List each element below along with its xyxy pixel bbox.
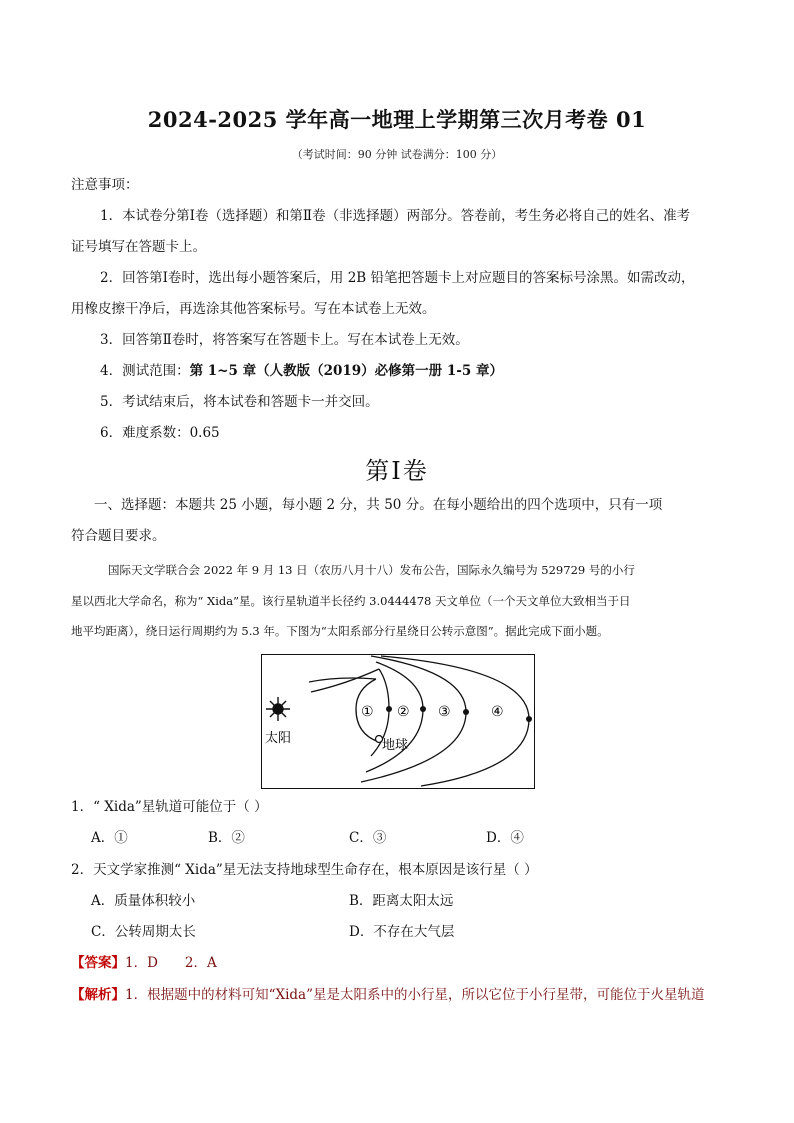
- planet-1: [386, 706, 392, 712]
- question-2-option-b[interactable]: B．距离太阳太远: [349, 893, 454, 909]
- question-2-option-d[interactable]: D．不存在大气层: [349, 924, 455, 940]
- diagram-frame: [262, 655, 535, 789]
- solar-orbit-diagram: [261, 654, 535, 789]
- section-intro-line-2: 符合题目要求。: [71, 528, 166, 544]
- answer-label: 【答案】: [71, 955, 125, 971]
- notice-item-4-scope: 第 1~5 章（人教版（2019）必修第一册 1-5 章）: [189, 363, 503, 379]
- passage-line-3: 地平均距离），绕日运行周期约为 5.3 年。下图为“太阳系部分行星绕日公转示意图”。据此完成下面小题。: [71, 624, 609, 638]
- planet-3: [463, 709, 469, 715]
- question-2-option-c[interactable]: C．公转周期太长: [91, 924, 196, 940]
- passage-line-2: 星以西北大学命名，称为“ Xida”星。该行星轨道半长径约 3.0444478 天文单位（一个天文单位大致相当于日: [71, 594, 631, 608]
- orbit-label-3: ③: [438, 704, 451, 720]
- earth-label: 地球: [382, 738, 409, 753]
- notice-item-6: 6．难度系数：0.65: [100, 425, 220, 441]
- notice-item-4: [100, 361, 503, 381]
- passage-line-1: 国际天文学联合会 2022 年 9 月 13 日（农历八月十八）发布公告，国际永久编号为 529729 号的小行: [108, 563, 635, 577]
- notice-item-1-line-2: 证号填写在答题卡上。: [71, 239, 206, 255]
- orbit-label-4: ④: [491, 704, 504, 720]
- notice-item-4-prefix: 4．测试范围：: [100, 363, 190, 379]
- question-1-option-c[interactable]: C．③: [349, 830, 387, 846]
- question-1-option-a[interactable]: A．①: [91, 830, 128, 846]
- planet-2: [420, 706, 426, 712]
- section-title: 第Ⅰ卷: [365, 457, 429, 485]
- notice-item-3: 3．回答第Ⅱ卷时，将答案写在答题卡上。写在本试卷上无效。: [100, 332, 469, 348]
- question-1-option-d[interactable]: D．④: [486, 830, 524, 846]
- notice-item-5: 5．考试结束后，将本试卷和答题卡一并交回。: [100, 394, 379, 410]
- sun-label: 太阳: [265, 731, 292, 746]
- section-intro-line-1: 一、选择题：本题共 25 小题，每小题 2 分，共 50 分。在每小题给出的四个选项中，只有一项: [94, 497, 663, 513]
- answer-line: [71, 953, 217, 973]
- page-title: 2024-2025 学年高一地理上学期第三次月考卷 01: [147, 107, 647, 132]
- notice-item-1-line-1: 1．本试卷分第Ⅰ卷（选择题）和第Ⅱ卷（非选择题）两部分。答卷前，考生务必将自己的姓名、准考: [100, 208, 691, 224]
- question-2-option-a[interactable]: A．质量体积较小: [91, 893, 196, 909]
- question-1-option-b[interactable]: B．②: [208, 830, 245, 846]
- question-1-stem: 1．“ Xida”星轨道可能位于（ ）: [71, 799, 268, 815]
- planet-4: [526, 716, 532, 722]
- answer-text: 1．D 2．A: [125, 955, 217, 971]
- notice-heading: 注意事项：: [71, 177, 139, 193]
- exam-time-info: （考试时间：90 分钟 试卷满分：100 分）: [291, 148, 503, 161]
- analysis-line: [71, 985, 705, 1005]
- question-2-stem: 2．天文学家推测“ Xida”星无法支持地球型生命存在，根本原因是该行星（ ）: [71, 862, 538, 878]
- analysis-text: 1．根据题中的材料可知“Xida”星是太阳系中的小行星，所以它位于小行星带，可能位于火星轨道: [125, 987, 705, 1003]
- orbit-label-1: ①: [361, 704, 374, 720]
- notice-item-2-line-2: 用橡皮擦干净后，再选涂其他答案标号。写在本试卷上无效。: [71, 301, 436, 317]
- notice-item-2-line-1: 2．回答第Ⅰ卷时，选出每小题答案后，用 2B 铅笔把答题卡上对应题目的答案标号涂黑。如需改动，: [100, 270, 695, 286]
- orbit-label-2: ②: [397, 704, 410, 720]
- analysis-label: 【解析】: [71, 987, 125, 1003]
